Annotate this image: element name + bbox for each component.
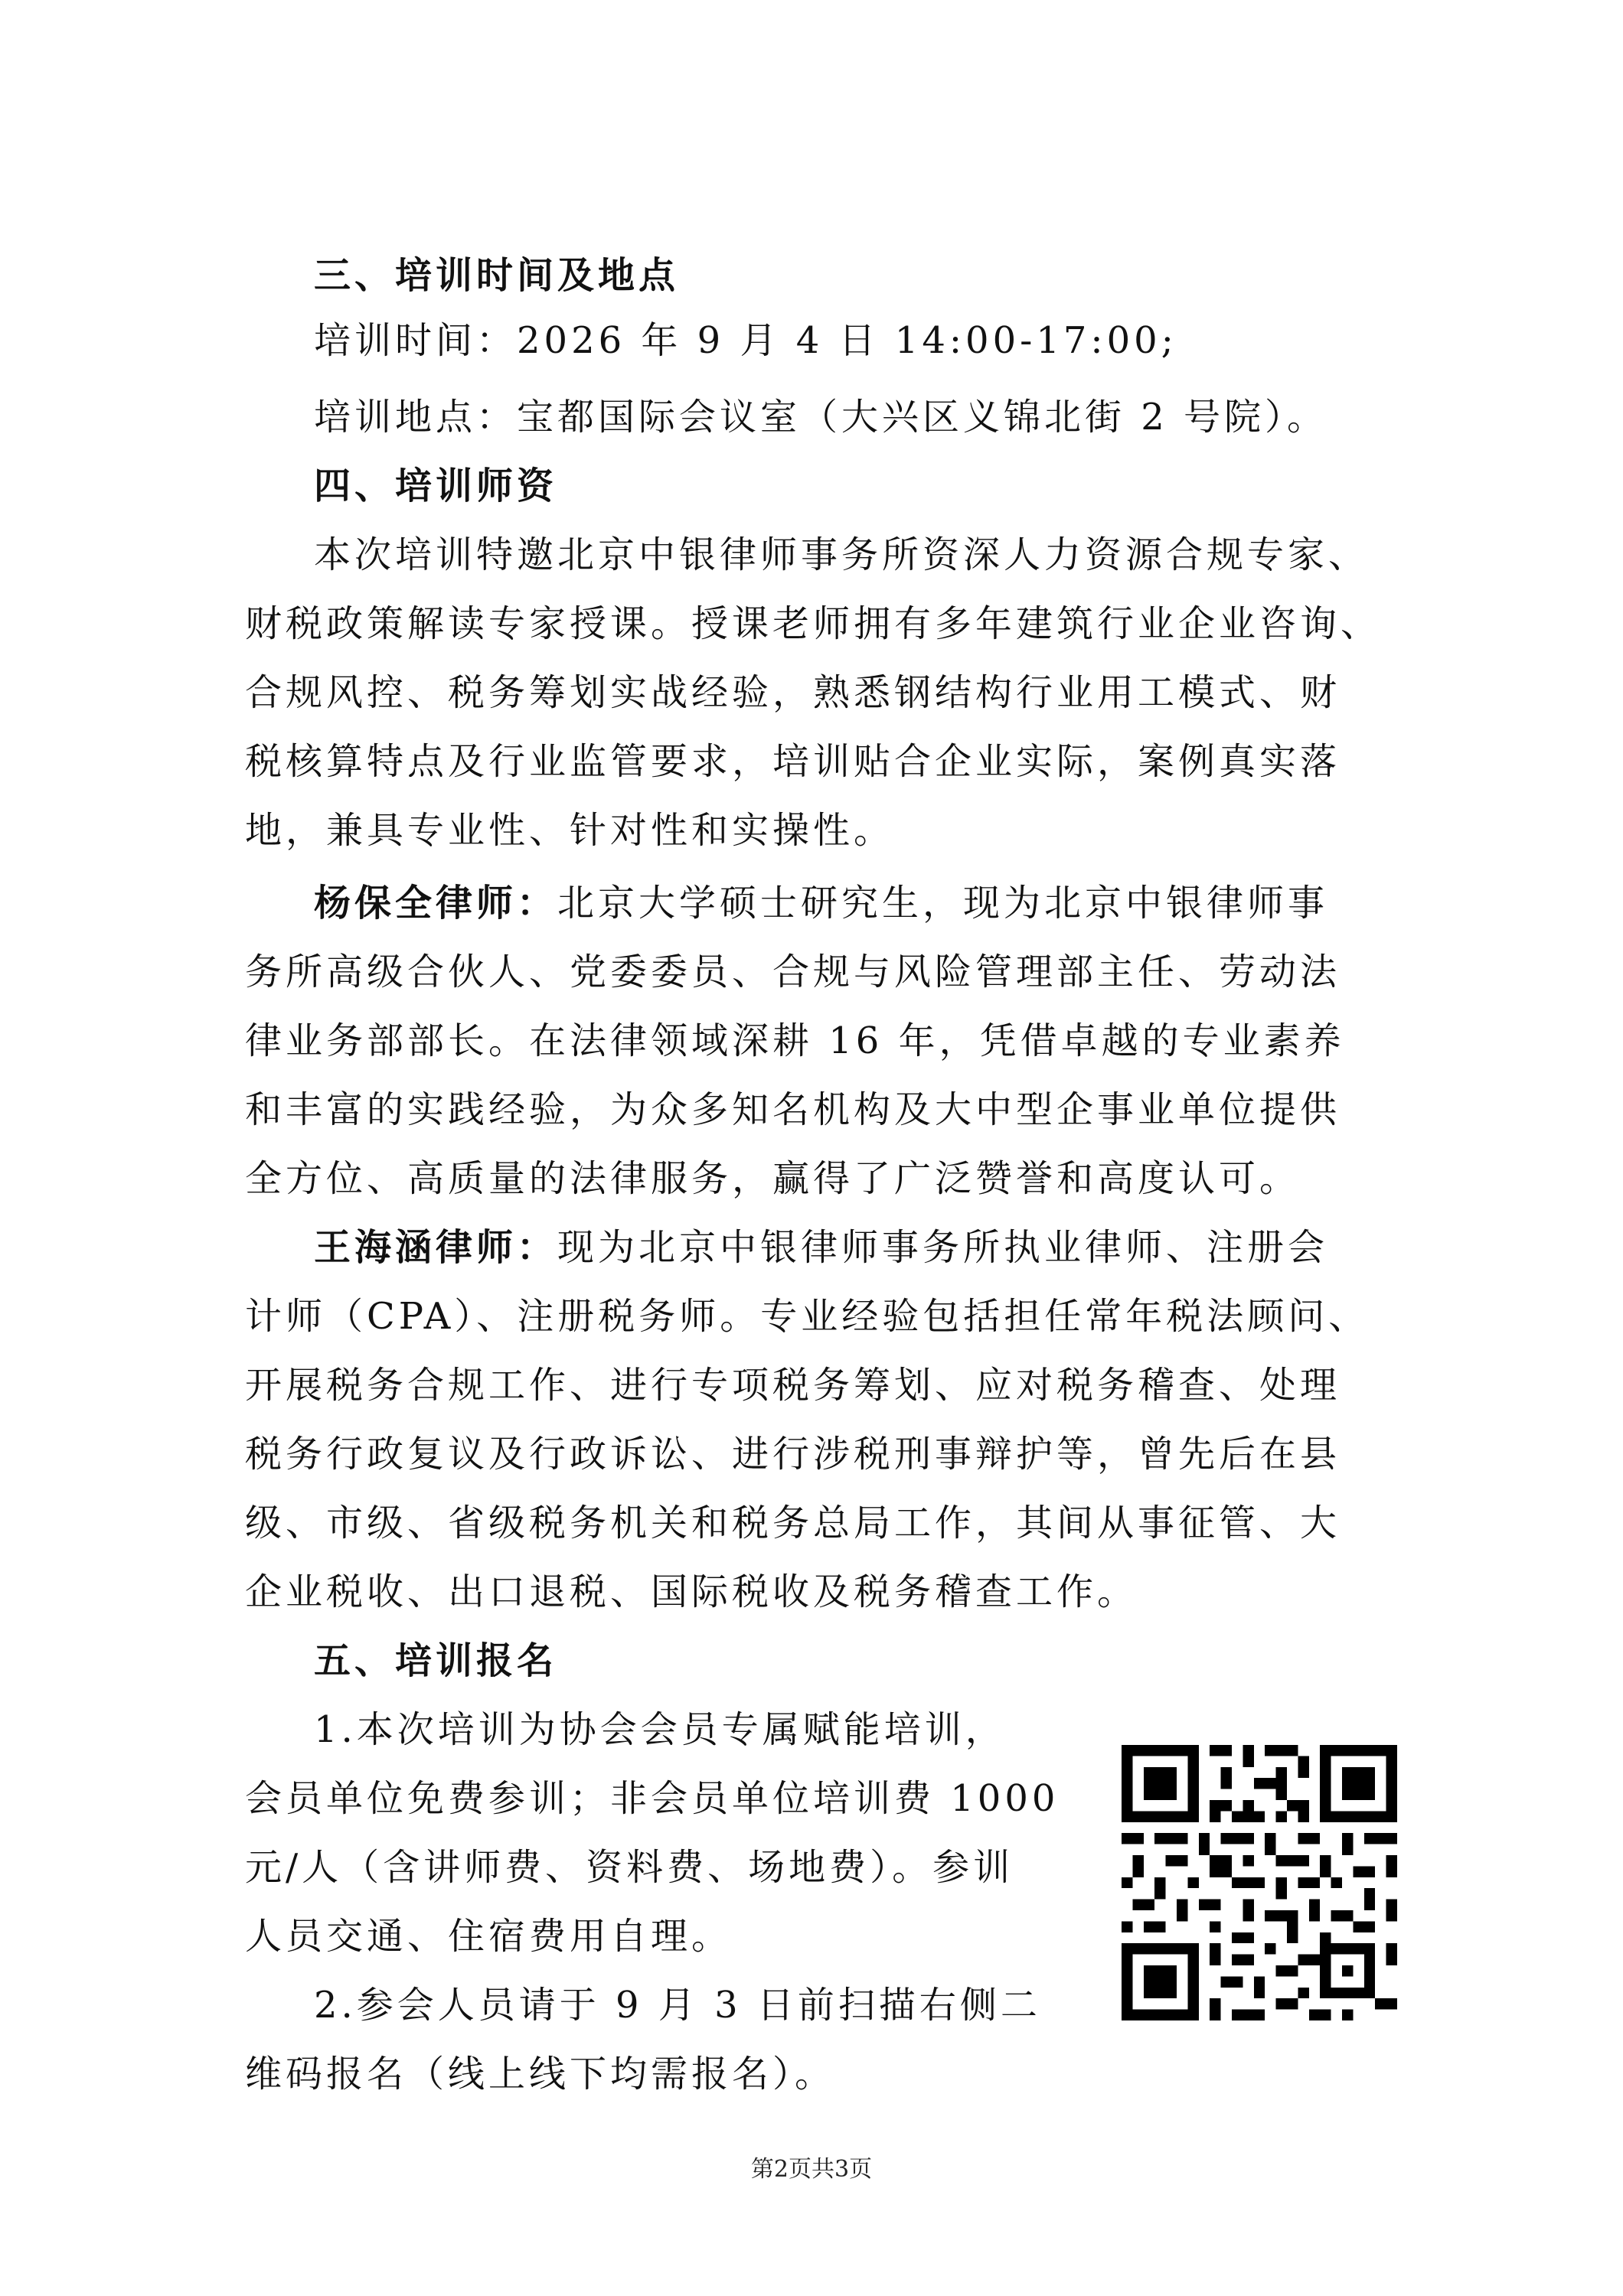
lawyer-wang-line: 税务行政复议及行政诉讼、进行涉税刑事辩护等，曾先后在县 (245, 1433, 1341, 1476)
lawyer-yang-text: 北京大学硕士研究生，现为北京中银律师事 (557, 882, 1329, 925)
intro-line: 地，兼具专业性、针对性和实操性。 (245, 809, 895, 852)
registration-item-1: 元/人（含讲师费、资料费、场地费）。参训 (245, 1846, 1014, 1889)
section-4-heading: 四、培训师资 (314, 465, 558, 507)
section-3-heading: 三、培训时间及地点 (314, 254, 680, 297)
registration-item-1: 会员单位免费参训；非会员单位培训费 1000 (245, 1777, 1060, 1820)
lawyer-wang-name: 王海涵律师： (314, 1226, 558, 1269)
lawyer-wang-line: 开展税务合规工作、进行专项税务筹划、应对税务稽查、处理 (245, 1364, 1341, 1407)
registration-qr-code[interactable] (1122, 1745, 1397, 2020)
intro-line: 本次培训特邀北京中银律师事务所资深人力资源合规专家、 (314, 533, 1370, 576)
registration-item-2: 维码报名（线上线下均需报名）。 (245, 2053, 836, 2095)
lawyer-yang-line: 全方位、高质量的法律服务，赢得了广泛赞誉和高度认可。 (245, 1157, 1301, 1200)
training-place: 培训地点：宝都国际会议室（大兴区义锦北街 2 号院）。 (314, 396, 1328, 439)
training-time: 培训时间：2026 年 9 月 4 日 14:00-17:00; (314, 319, 1177, 362)
qr-finder-top-right (1320, 1745, 1397, 1822)
lawyer-yang-line: 和丰富的实践经验，为众多知名机构及大中型企事业单位提供 (245, 1088, 1341, 1131)
lawyer-wang-text: 现为北京中银律师事务所执业律师、注册会 (557, 1226, 1329, 1269)
intro-line: 税核算特点及行业监管要求，培训贴合企业实际，案例真实落 (245, 740, 1341, 783)
lawyer-wang-line (314, 1225, 1623, 1270)
qr-finder-top-left (1122, 1745, 1199, 1822)
qr-finder-bottom-left (1122, 1943, 1199, 2020)
registration-item-1: 人员交通、住宿费用自理。 (245, 1915, 733, 1958)
intro-line: 财税政策解读专家授课。授课老师拥有多年建筑行业企业咨询、 (245, 602, 1382, 645)
section-5-heading: 五、培训报名 (314, 1639, 558, 1682)
intro-line: 合规风控、税务筹划实战经验，熟悉钢结构行业用工模式、财 (245, 671, 1341, 714)
lawyer-yang-line (314, 880, 1623, 926)
page-number: 第2页共3页 (750, 2156, 873, 2183)
lawyer-wang-line: 企业税收、出口退税、国际税收及税务稽查工作。 (245, 1570, 1138, 1613)
registration-item-2: 2.参会人员请于 9 月 3 日前扫描右侧二 (314, 1984, 1041, 2027)
registration-item-1: 1.本次培训为协会会员专属赋能培训， (314, 1708, 1006, 1751)
lawyer-yang-line: 务所高级合伙人、党委委员、合规与风险管理部主任、劳动法 (245, 951, 1341, 993)
lawyer-yang-line: 律业务部部长。在法律领域深耕 16 年，凭借卓越的专业素养 (245, 1019, 1345, 1062)
lawyer-wang-line: 级、市级、省级税务机关和税务总局工作，其间从事征管、大 (245, 1502, 1341, 1544)
lawyer-yang-name: 杨保全律师： (314, 882, 558, 925)
lawyer-wang-line: 计师（CPA）、注册税务师。专业经验包括担任常年税法顾问、 (245, 1295, 1370, 1338)
